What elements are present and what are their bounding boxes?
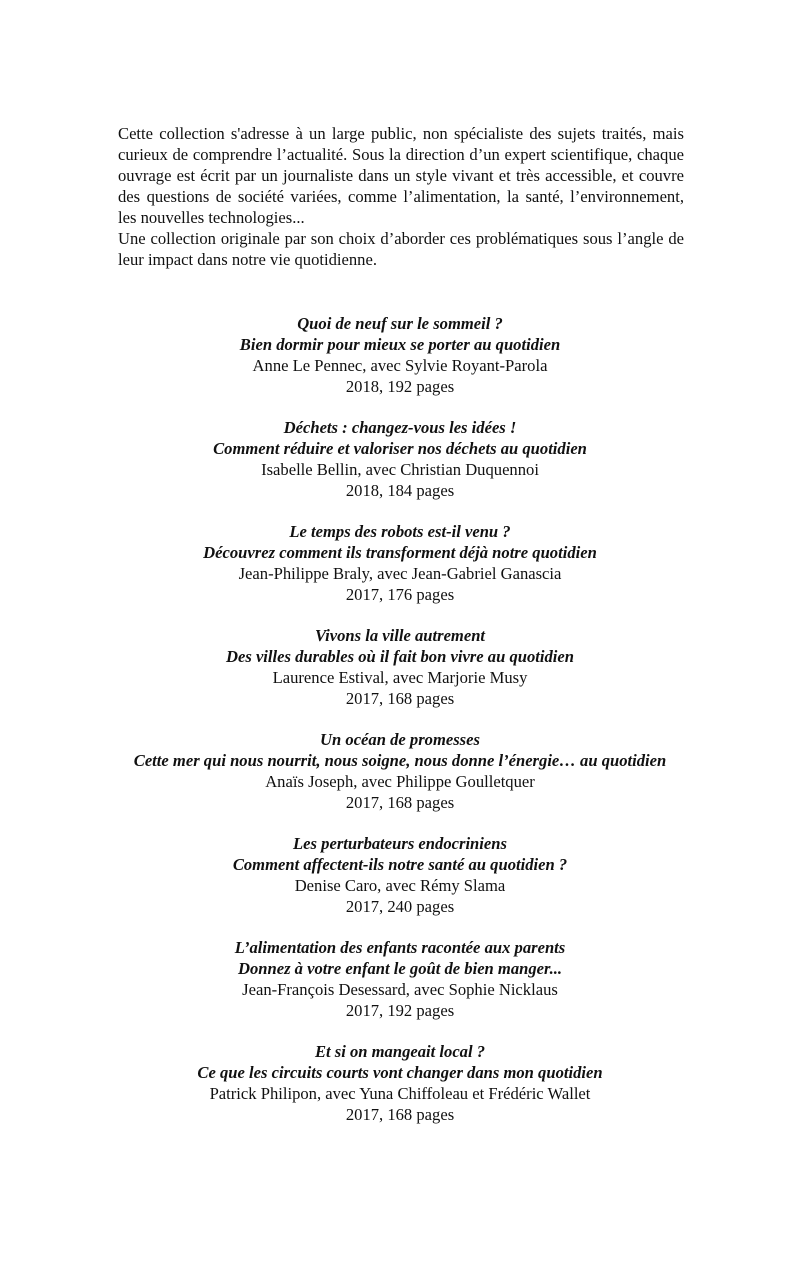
book-info: 2017, 168 pages <box>345 689 455 708</box>
book-subtitle: Des villes durables où il fait bon vivre au quotidien <box>225 647 574 666</box>
book-info: 2017, 168 pages <box>345 1105 455 1124</box>
book-title: Le temps des robots est-il venu ? <box>289 522 511 541</box>
intro-paragraph: Cette collection s'adresse à un large public, non spécialiste des sujets traités, mais curieux de comprendre l’actualité. Sous la direction d’un expert scientifique, chaque ouvrage est écrit par un journaliste dans un style vivant et très accessible, et couvre des questions de société variées, comme l’alimentation, la santé, l’environnement, les nouvelles technologies... <box>118 124 684 227</box>
book-entry <box>100 833 700 917</box>
book-authors: Anaïs Joseph, avec Philippe Goulletquer <box>265 772 535 791</box>
book-title: Un océan de promesses <box>320 730 480 749</box>
book-entry <box>100 417 700 501</box>
collection-intro <box>118 123 684 270</box>
book-authors: Isabelle Bellin, avec Christian Duquennoi <box>261 460 539 479</box>
book-title: Et si on mangeait local ? <box>314 1042 486 1061</box>
book-authors: Patrick Philipon, avec Yuna Chiffoleau et Frédéric Wallet <box>209 1084 591 1103</box>
book-authors: Denise Caro, avec Rémy Slama <box>294 876 506 895</box>
book-info: 2018, 184 pages <box>345 481 455 500</box>
book-info: 2017, 192 pages <box>345 1001 455 1020</box>
book-subtitle: Bien dormir pour mieux se porter au quotidien <box>239 335 561 354</box>
book-subtitle: Comment affectent-ils notre santé au quotidien ? <box>232 855 568 874</box>
book-entry <box>100 937 700 1021</box>
intro-paragraph: Une collection originale par son choix d’aborder ces problématiques sous l’angle de leur impact dans notre vie quotidienne. <box>118 229 684 269</box>
book-subtitle: Donnez à votre enfant le goût de bien manger... <box>237 959 563 978</box>
book-info: 2017, 176 pages <box>345 585 455 604</box>
book-info: 2017, 240 pages <box>345 897 455 916</box>
book-subtitle: Découvrez comment ils transforment déjà notre quotidien <box>203 543 597 562</box>
book-authors: Jean-François Desessard, avec Sophie Nicklaus <box>242 980 558 999</box>
book-title: L’alimentation des enfants racontée aux parents <box>234 938 566 957</box>
book-title: Déchets : changez-vous les idées ! <box>283 418 517 437</box>
book-subtitle: Ce que les circuits courts vont changer dans mon quotidien <box>197 1063 603 1082</box>
book-info: 2017, 168 pages <box>345 793 455 812</box>
book-entry <box>100 1041 700 1125</box>
book-authors: Anne Le Pennec, avec Sylvie Royant-Parola <box>252 356 548 375</box>
book-entry <box>100 625 700 709</box>
book-title: Vivons la ville autrement <box>314 626 486 645</box>
book-info: 2018, 192 pages <box>345 377 455 396</box>
book-authors: Jean-Philippe Braly, avec Jean-Gabriel Ganascia <box>238 564 562 583</box>
book-entry <box>100 521 700 605</box>
book-title: Quoi de neuf sur le sommeil ? <box>297 314 503 333</box>
book-title: Les perturbateurs endocriniens <box>293 834 507 853</box>
book-entry <box>100 729 700 813</box>
book-authors: Laurence Estival, avec Marjorie Musy <box>272 668 528 687</box>
book-list <box>100 313 700 1145</box>
book-entry <box>100 313 700 397</box>
book-subtitle: Cette mer qui nous nourrit, nous soigne, nous donne l’énergie… au quotidien <box>133 751 667 770</box>
book-subtitle: Comment réduire et valoriser nos déchets au quotidien <box>213 439 587 458</box>
